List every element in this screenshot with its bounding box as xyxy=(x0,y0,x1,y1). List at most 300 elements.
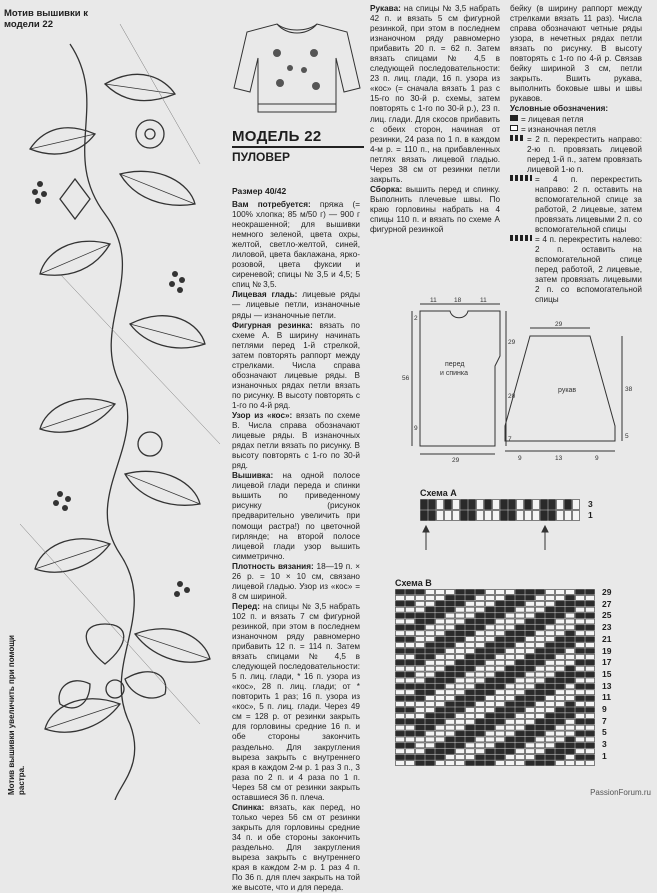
schema-b-row-number: 23 xyxy=(602,622,612,633)
chart-cell xyxy=(466,631,475,636)
chart-cell xyxy=(396,725,405,730)
chart-cell xyxy=(536,719,545,724)
chart-cell xyxy=(476,684,485,689)
chart-cell xyxy=(536,684,545,689)
chart-cell xyxy=(456,643,465,648)
chart-cell xyxy=(556,749,565,754)
schema-b-row-number: 29 xyxy=(602,587,612,597)
chart-cell xyxy=(436,649,445,654)
chart-cell xyxy=(556,631,565,636)
chart-cell xyxy=(476,625,485,630)
chart-cell xyxy=(493,500,500,510)
chart-cell xyxy=(469,500,476,510)
chart-cell xyxy=(486,637,495,642)
chart-cell xyxy=(396,625,405,630)
chart-cell xyxy=(476,643,485,648)
chart-cell xyxy=(396,696,405,701)
chart-cell xyxy=(446,607,455,612)
chart-cell xyxy=(516,731,525,736)
chart-cell xyxy=(516,755,525,760)
chart-cell xyxy=(586,737,595,742)
chart-cell xyxy=(486,660,495,665)
chart-cell xyxy=(416,619,425,624)
chart-cell xyxy=(566,643,575,648)
chart-cell xyxy=(556,702,565,707)
chart-cell xyxy=(526,678,535,683)
paragraph-materials: Вам потребуется: пряжа (= 100% хлопка; 85 м/50 г) — 900 г неокрашенной; для вышивки немного зеленой, цвета охры, желтой, светло-желтой, синей, лиловой, цвета баклажана, ярко-розовой, цвета фуксии и сиреневой; спицы № 3,5 и 4,5; 5 спиц № 3,5. xyxy=(232,200,360,290)
chart-cell xyxy=(496,601,505,606)
chart-cell xyxy=(586,637,595,642)
chart-cell xyxy=(576,619,585,624)
chart-cell xyxy=(516,678,525,683)
chart-cell xyxy=(406,672,415,677)
paragraph-stockinette: Лицевая гладь: лицевые ряды — лицевые петли, изнаночные ряды — изнаночные петли. xyxy=(232,290,360,320)
dim-top-a: 11 xyxy=(430,297,437,304)
dim-top-c: 11 xyxy=(480,297,487,304)
chart-cell xyxy=(456,649,465,654)
chart-cell xyxy=(526,607,535,612)
chart-cell xyxy=(436,731,445,736)
chart-cell xyxy=(436,619,445,624)
chart-cell xyxy=(476,613,485,618)
chart-cell xyxy=(506,702,515,707)
chart-cell xyxy=(446,649,455,654)
chart-cell xyxy=(506,619,515,624)
chart-cell xyxy=(526,702,535,707)
sleeve-dim-right-1: 38 xyxy=(625,386,633,393)
chart-cell xyxy=(416,690,425,695)
chart-cell xyxy=(486,743,495,748)
chart-cell xyxy=(526,666,535,671)
chart-cell xyxy=(486,761,495,766)
chart-cell xyxy=(496,672,505,677)
chart-cell xyxy=(396,731,405,736)
chart-cell xyxy=(406,755,415,760)
schema-b-row-number: 13 xyxy=(602,680,612,691)
chart-cell xyxy=(556,660,565,665)
chart-cell xyxy=(453,511,460,521)
chart-cell xyxy=(556,672,565,677)
chart-cell xyxy=(566,660,575,665)
chart-cell xyxy=(546,654,555,659)
chart-cell xyxy=(506,743,515,748)
chart-cell xyxy=(496,743,505,748)
chart-cell xyxy=(586,761,595,766)
chart-cell xyxy=(486,625,495,630)
chart-cell xyxy=(506,607,515,612)
chart-cell xyxy=(416,749,425,754)
chart-cell xyxy=(556,590,565,595)
chart-cell xyxy=(466,737,475,742)
chart-cell xyxy=(526,590,535,595)
chart-cell xyxy=(586,684,595,689)
chart-cell xyxy=(426,749,435,754)
chart-cell xyxy=(496,731,505,736)
chart-cell xyxy=(406,731,415,736)
chart-cell xyxy=(446,708,455,713)
chart-cell xyxy=(476,672,485,677)
legend-cross-2-right: = 2 п. перекрестить направо: 2-ю п. провязать лицевой перед 1-й п., затем провязать лицевой 1-ю п. xyxy=(510,135,642,175)
chart-cell xyxy=(496,654,505,659)
chart-cell xyxy=(446,761,455,766)
chart-cell xyxy=(416,654,425,659)
paragraph-cables: Узор из «кос»: вязать по схеме B. Числа справа обозначают лицевые ряды. В изнаночных рядах петли вязать по рисунку. В высоту повторять с 1-го по 30-й ряд. xyxy=(232,410,360,471)
sleeve-dim-bottom-a: 9 xyxy=(518,455,522,462)
chart-cell xyxy=(526,649,535,654)
chart-cell xyxy=(426,601,435,606)
chart-cell xyxy=(426,637,435,642)
chart-cell xyxy=(526,755,535,760)
chart-cell xyxy=(469,511,476,521)
chart-cell xyxy=(426,595,435,600)
chart-cell xyxy=(446,725,455,730)
chart-cell xyxy=(466,731,475,736)
chart-cell xyxy=(466,666,475,671)
chart-cell xyxy=(566,672,575,677)
sleeve-label: рукав xyxy=(558,387,577,394)
chart-cell xyxy=(549,511,556,521)
chart-cell xyxy=(466,743,475,748)
chart-cell xyxy=(546,690,555,695)
chart-cell xyxy=(486,590,495,595)
chart-cell xyxy=(406,666,415,671)
motif-note: Мотив вышивки увеличить при помощи растра. xyxy=(7,635,26,795)
chart-cell xyxy=(576,743,585,748)
chart-cell xyxy=(556,719,565,724)
chart-cell xyxy=(566,737,575,742)
chart-cell xyxy=(476,755,485,760)
chart-cell xyxy=(466,654,475,659)
chart-cell xyxy=(416,743,425,748)
chart-cell xyxy=(536,613,545,618)
front-back-outline xyxy=(420,311,500,446)
schema-b-row-number: 7 xyxy=(602,715,607,726)
chart-cell xyxy=(586,660,595,665)
chart-cell xyxy=(576,631,585,636)
chart-cell xyxy=(436,713,445,718)
chart-cell xyxy=(533,500,540,510)
chart-cell xyxy=(576,643,585,648)
legend-title: Условные обозначения: xyxy=(510,104,609,114)
chart-cell xyxy=(456,719,465,724)
chart-cell xyxy=(456,743,465,748)
chart-cell xyxy=(426,672,435,677)
chart-cell xyxy=(566,749,575,754)
chart-cell xyxy=(496,595,505,600)
chart-cell xyxy=(426,631,435,636)
chart-cell xyxy=(586,595,595,600)
chart-cell xyxy=(566,696,575,701)
paragraph-rib: Фигурная резинка: вязать по схеме A. В ширину начинать петлями перед 1-й стрелкой, затем повторять раппорт между стрелками. Числа справа обозначают лицевые ряды. В изнаночных рядах петли вязать по рисунку. В высоту повторять с 1-го по 4-й ряд. xyxy=(232,320,360,410)
chart-cell xyxy=(416,595,425,600)
chart-cell xyxy=(566,637,575,642)
chart-cell xyxy=(501,500,508,510)
chart-cell xyxy=(446,590,455,595)
chart-cell xyxy=(416,755,425,760)
chart-cell xyxy=(485,511,492,521)
chart-cell xyxy=(576,660,585,665)
chart-cell xyxy=(566,684,575,689)
chart-cell xyxy=(541,511,548,521)
chart-cell xyxy=(436,631,445,636)
chart-cell xyxy=(516,601,525,606)
chart-cell xyxy=(486,737,495,742)
dim-top-b: 18 xyxy=(454,297,462,304)
chart-cell xyxy=(446,684,455,689)
chart-cell xyxy=(586,708,595,713)
chart-cell xyxy=(576,672,585,677)
chart-cell xyxy=(586,654,595,659)
chart-cell xyxy=(406,625,415,630)
chart-cell xyxy=(396,631,405,636)
chart-cell xyxy=(496,690,505,695)
chart-cell xyxy=(476,731,485,736)
chart-cell xyxy=(573,511,580,521)
chart-cell xyxy=(516,737,525,742)
schema-b-title: Схема B xyxy=(395,578,432,588)
chart-cell xyxy=(536,731,545,736)
chart-cell xyxy=(516,643,525,648)
chart-cell xyxy=(456,660,465,665)
chart-cell xyxy=(436,654,445,659)
chart-cell xyxy=(456,696,465,701)
chart-cell xyxy=(546,607,555,612)
chart-cell xyxy=(526,749,535,754)
chart-cell xyxy=(436,637,445,642)
paragraph-back: Спинка: вязать, как перед, но только через 56 см от резинки закрыть для горловины средние 34 п. и обе стороны закончить раздельно. Для закругления выреза закрыть с внутреннего края в каждом 2-м р. 1 раз 4 п. По 36 п. для плеч закрыть на той же высоте, что и для переда. xyxy=(232,802,360,893)
chart-cell xyxy=(456,654,465,659)
chart-cell xyxy=(486,666,495,671)
chart-cell xyxy=(516,625,525,630)
chart-cell xyxy=(466,613,475,618)
paragraph-sleeves: Рукава: на спицы № 3,5 набрать 42 п. и вязать 5 см фигурной резинкой, при этом в последнем изнаночном ряду равномерно прибавить 20 п. = 62 п. Затем вязать спицами № 4,5 в следующей последовательности: 23 п. лиц. глади, 16 п. узора из «кос» (= сначала вязать 1 раз с 15-го по 30-й р. схемы, затем повторять с 1-го по 30-й р.), 23 п. лиц. глади. Для скосов прибавить с обеих сторон, начиная от резинки, 24 раза по 1 п. в каждом 4-м р. = 110 п., на прибавленных петлях вязать лицевой гладью. Через 38 см от резинки петли закрыть. xyxy=(370,4,500,184)
schema-a-row-3: 3 xyxy=(588,499,593,509)
sweater-illustration xyxy=(232,18,362,118)
chart-cell xyxy=(501,511,508,521)
chart-cell xyxy=(576,678,585,683)
chart-cell xyxy=(526,725,535,730)
chart-cell xyxy=(576,702,585,707)
chart-cell xyxy=(485,500,492,510)
chart-cell xyxy=(546,590,555,595)
chart-cell xyxy=(566,666,575,671)
chart-cell xyxy=(476,654,485,659)
chart-cell xyxy=(576,690,585,695)
chart-cell xyxy=(406,678,415,683)
chart-cell xyxy=(486,649,495,654)
chart-cell xyxy=(456,761,465,766)
chart-cell xyxy=(566,743,575,748)
chart-cell xyxy=(516,690,525,695)
chart-cell xyxy=(566,613,575,618)
chart-cell xyxy=(506,690,515,695)
chart-cell xyxy=(496,590,505,595)
chart-cell xyxy=(436,737,445,742)
chart-cell xyxy=(556,607,565,612)
chart-cell xyxy=(586,702,595,707)
chart-cell xyxy=(516,719,525,724)
chart-cell xyxy=(546,660,555,665)
chart-cell xyxy=(506,666,515,671)
chart-cell xyxy=(546,613,555,618)
chart-cell xyxy=(476,678,485,683)
chart-cell xyxy=(526,631,535,636)
chart-cell xyxy=(446,690,455,695)
chart-cell xyxy=(486,725,495,730)
schema-b-row-number: 15 xyxy=(602,668,612,679)
chart-cell xyxy=(576,696,585,701)
chart-cell xyxy=(476,590,485,595)
purl-symbol xyxy=(510,125,518,131)
chart-cell xyxy=(466,725,475,730)
chart-cell xyxy=(566,678,575,683)
chart-cell xyxy=(586,690,595,695)
chart-cell xyxy=(546,708,555,713)
chart-cell xyxy=(436,660,445,665)
chart-cell xyxy=(526,761,535,766)
chart-cell xyxy=(436,755,445,760)
chart-cell xyxy=(556,613,565,618)
chart-cell xyxy=(536,625,545,630)
chart-cell xyxy=(526,595,535,600)
chart-cell xyxy=(536,607,545,612)
chart-cell xyxy=(416,713,425,718)
chart-cell xyxy=(456,637,465,642)
chart-cell xyxy=(556,696,565,701)
chart-cell xyxy=(456,666,465,671)
chart-cell xyxy=(476,708,485,713)
schema-a-row-1: 1 xyxy=(588,510,593,520)
chart-cell xyxy=(546,672,555,677)
chart-cell xyxy=(549,500,556,510)
chart-cell xyxy=(416,725,425,730)
chart-cell xyxy=(506,660,515,665)
paragraph-front: Перед: на спицы № 3,5 набрать 102 п. и вязать 7 см фигурной резинкой, при этом в последнем изнаночном ряду равномерно прибавить 12 п. = 114 п. Затем вязать спицами № 4,5 в следующей последовательности: 5 п. лиц. глади, * 16 п. узора из «кос», 28 п. лиц. глади; от * повторить 1 раз; 16 п. узора из «кос», 5 п. лиц. глади. Через 49 см = 128 р. от резинки закрыть для горловины средние 16 п. и обе стороны закончить раздельно. Для закругления выреза закрыть с внутреннего края в каждом 2-м р. 1 раз 3 п., 3 раза по 2 п. и 4 раза по 1 п. Через 58 см от резинки закрыть оставшиеся 36 п. плеча. xyxy=(232,601,360,802)
chart-cell xyxy=(396,660,405,665)
chart-cell xyxy=(576,749,585,754)
sleeve-dim-bottom-b: 13 xyxy=(555,455,563,462)
chart-cell xyxy=(456,725,465,730)
sleeve-dim-top: 29 xyxy=(555,321,563,328)
chart-cell xyxy=(526,684,535,689)
chart-cell xyxy=(536,743,545,748)
chart-cell xyxy=(506,696,515,701)
chart-cell xyxy=(466,590,475,595)
chart-cell xyxy=(436,625,445,630)
dim-bottom: 29 xyxy=(452,457,460,464)
chart-cell xyxy=(526,737,535,742)
chart-cell xyxy=(493,511,500,521)
dim-small-1: 2 xyxy=(414,315,418,322)
chart-cell xyxy=(486,672,495,677)
chart-cell xyxy=(446,749,455,754)
chart-cell xyxy=(566,595,575,600)
chart-cell xyxy=(546,601,555,606)
chart-cell xyxy=(586,590,595,595)
title-divider xyxy=(232,146,364,148)
chart-cell xyxy=(556,643,565,648)
chart-cell xyxy=(446,672,455,677)
motif-caption: Мотив вышивки к модели 22 xyxy=(4,8,88,30)
chart-cell xyxy=(456,737,465,742)
chart-cell xyxy=(466,761,475,766)
chart-cell xyxy=(466,702,475,707)
chart-cell xyxy=(421,511,428,521)
chart-cell xyxy=(436,725,445,730)
chart-cell xyxy=(516,649,525,654)
chart-cell xyxy=(416,660,425,665)
chart-cell xyxy=(496,613,505,618)
chart-cell xyxy=(556,625,565,630)
chart-cell xyxy=(486,696,495,701)
chart-cell xyxy=(586,601,595,606)
chart-cell xyxy=(446,731,455,736)
chart-cell xyxy=(496,708,505,713)
chart-cell xyxy=(526,719,535,724)
chart-cell xyxy=(396,702,405,707)
chart-cell xyxy=(526,625,535,630)
chart-cell xyxy=(396,678,405,683)
legend-knit: = лицевая петля xyxy=(510,115,642,125)
chart-cell xyxy=(526,731,535,736)
chart-cell xyxy=(476,619,485,624)
chart-cell xyxy=(406,637,415,642)
size-line: Размер 40/42 xyxy=(232,186,287,196)
chart-cell xyxy=(486,719,495,724)
chart-cell xyxy=(426,696,435,701)
schema-b-chart xyxy=(395,589,597,767)
chart-cell xyxy=(466,755,475,760)
chart-cell xyxy=(536,660,545,665)
chart-cell xyxy=(496,625,505,630)
chart-cell xyxy=(421,500,428,510)
chart-cell xyxy=(416,643,425,648)
chart-cell xyxy=(466,637,475,642)
chart-cell xyxy=(506,731,515,736)
chart-cell xyxy=(486,643,495,648)
chart-cell xyxy=(496,619,505,624)
paragraph-gauge: Плотность вязания: 18—19 п. × 26 р. = 10 × 10 см, связано лицевой гладью. Узор из «кос» = 8 см шириной. xyxy=(232,561,360,601)
chart-cell xyxy=(576,590,585,595)
chart-cell xyxy=(516,613,525,618)
chart-cell xyxy=(486,613,495,618)
chart-cell xyxy=(556,637,565,642)
embroidery-motif-illustration xyxy=(0,24,230,800)
chart-cell xyxy=(456,684,465,689)
chart-cell xyxy=(461,500,468,510)
chart-cell xyxy=(436,684,445,689)
chart-cell xyxy=(446,737,455,742)
chart-cell xyxy=(446,637,455,642)
chart-cell xyxy=(586,666,595,671)
chart-cell xyxy=(546,684,555,689)
chart-cell xyxy=(506,601,515,606)
chart-cell xyxy=(565,511,572,521)
chart-cell xyxy=(406,749,415,754)
chart-cell xyxy=(416,708,425,713)
chart-cell xyxy=(406,595,415,600)
chart-cell xyxy=(406,649,415,654)
chart-cell xyxy=(446,755,455,760)
chart-cell xyxy=(406,719,415,724)
chart-cell xyxy=(566,631,575,636)
chart-cell xyxy=(536,755,545,760)
chart-cell xyxy=(456,601,465,606)
chart-cell xyxy=(576,731,585,736)
cross-2-right-symbol xyxy=(510,135,524,141)
dim-right-3: 7 xyxy=(508,436,512,443)
chart-cell xyxy=(546,713,555,718)
